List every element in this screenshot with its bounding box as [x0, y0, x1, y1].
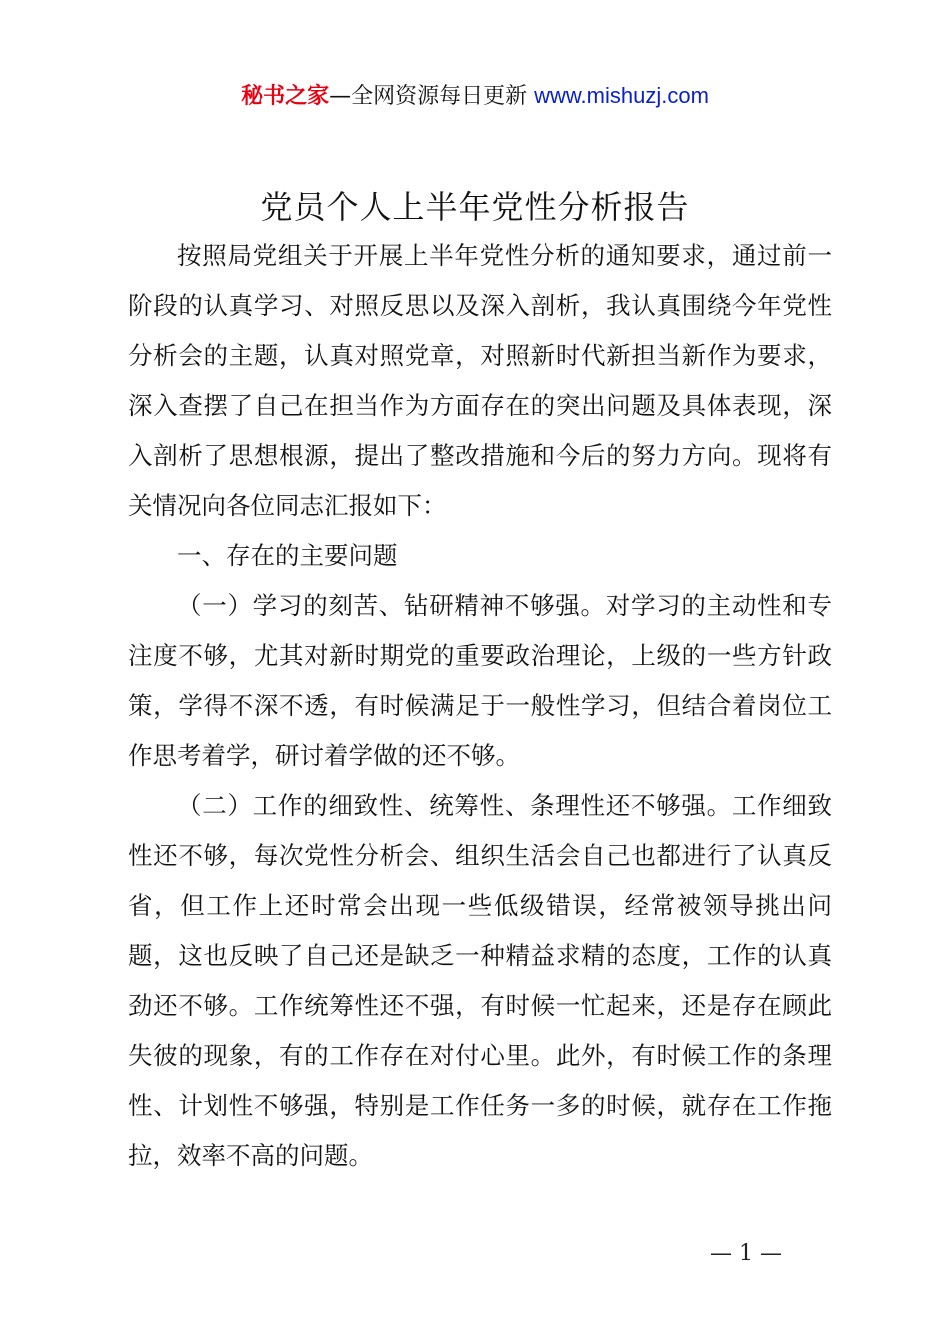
intro-paragraph: 按照局党组关于开展上半年党性分析的通知要求，通过前一阶段的认真学习、对照反思以及深入剖析，我认真围绕今年党性分析会的主题，认真对照党章，对照新时代新担当新作为要求，深入查摆了自己在担当作为方面存在的突出问题及具体表现，深入剖析了思想根源，提出了整改措施和今后的努力方向。现将有关情况向各位同志汇报如下： — [128, 241, 832, 520]
site-url-link[interactable]: www.mishuzj.com — [534, 83, 709, 108]
document-body — [128, 231, 832, 1181]
brand-name: 秘书之家 — [241, 84, 330, 109]
document-title: 党员个人上半年党性分析报告 — [260, 188, 690, 226]
site-header — [0, 78, 950, 115]
problem-paragraph-1: （一）学习的刻苦、钻研精神不够强。对学习的主动性和专注度不够，尤其对新时期党的重要政治理论，上级的一些方针政策，学得不深不透，有时候满足于一般性学习，但结合着岗位工作思考着学，研讨着学做的还不够。 — [128, 591, 832, 770]
problem-paragraph-2: （二）工作的细致性、统筹性、条理性还不够强。工作细致性还不够，每次党性分析会、组织生活会自己也都进行了认真反省，但工作上还时常会出现一些低级错误，经常被领导挑出问题，这也反映了自己还是缺乏一种精益求精的态度，工作的认真劲还不够。工作统筹性还不强，有时候一忙起来，还是存在顾此失彼的现象，有的工作存在对付心里。此外，有时候工作的条理性、计划性不够强，特别是工作任务一多的时候，就存在工作拖拉，效率不高的问题。 — [128, 791, 832, 1170]
header-tagline: —全网资源每日更新 — [329, 84, 528, 109]
page-number: — 1 — — [710, 1241, 782, 1266]
section-heading: 一、存在的主要问题 — [177, 541, 398, 570]
